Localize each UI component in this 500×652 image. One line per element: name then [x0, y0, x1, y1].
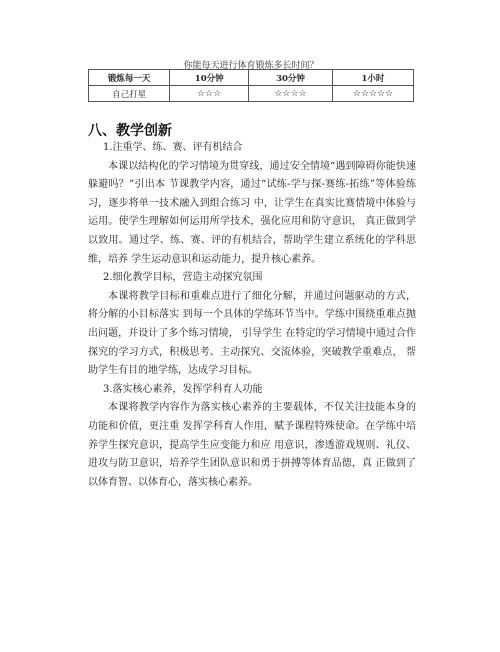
table-cell: 自己打星 — [89, 86, 170, 102]
paragraph: 本课以结构化的学习情境为贯穿线，通过安全情境“遇到障碍你能快速躲避吗？”引出本 节课教学内容，通过“试练-学与探-赛练-拓练”等体验练习，逐步将单一技术融入到组合练习 中，让学生在真实比赛情境中体验与运用。使学生理解如何运用所学技术，强化应用和防守意识， 真正做到学以致用。通过学、练、赛、评的有机结合，帮助学生建立系统化的学科思维，培养 学生运动意识和运动能力，提升核心素养。 — [88, 160, 416, 265]
star-rating-cell: ☆☆☆☆☆ — [332, 86, 413, 102]
table-caption: 你能每天进行体育锻炼多长时间？ — [183, 61, 319, 71]
subsection-heading: 3.落实核心素养，发挥学科育人功能 — [103, 383, 263, 395]
star-rating-cell: ☆☆☆ — [170, 86, 249, 102]
table-header-cell: 锻炼每一天 — [89, 70, 170, 86]
subsection-heading: 2.细化教学目标，营造主动探究氛围 — [103, 272, 263, 284]
rating-table — [88, 69, 414, 102]
paragraph: 本课将教学内容作为落实核心素养的主要载体，不仅关注技能本身的功能和价值，更注重 发挥学科育人作用，赋予课程特殊使命。在学练中培养学生探究意识，提高学生应变能力和应 用意识，渗透游戏规则、礼仪、进攻与防卫意识，培养学生团队意识和勇于拼搏等体育品德，真 正做到了以体育智、以体育心，落实核心素养。 — [88, 402, 416, 488]
paragraph: 本课将教学目标和重难点进行了细化分解，并通过问题驱动的方式，将分解的小目标落实 到每一个具体的学练环节当中。学练中围绕重难点抛出问题，并设计了多个练习情境， 引导学生 在特定的学习情境中通过合作探究的学习方式，积极思考、主动探究、交流体验，突破教学重难点， 帮助学生有目的地学练，达成学习目标。 — [88, 290, 416, 377]
table-header-cell: 30分钟 — [249, 70, 333, 86]
subsection-heading: 1.注重学、练、赛、评有机结合 — [103, 142, 243, 153]
table-header-cell: 10分钟 — [170, 70, 249, 86]
section-body — [88, 139, 416, 492]
table-header-cell: 1小时 — [332, 70, 413, 86]
table-header-row — [89, 70, 414, 86]
section-heading: 八、教学创新 — [88, 123, 172, 139]
table-row — [89, 86, 414, 102]
star-rating-cell: ☆☆☆☆ — [249, 86, 333, 102]
